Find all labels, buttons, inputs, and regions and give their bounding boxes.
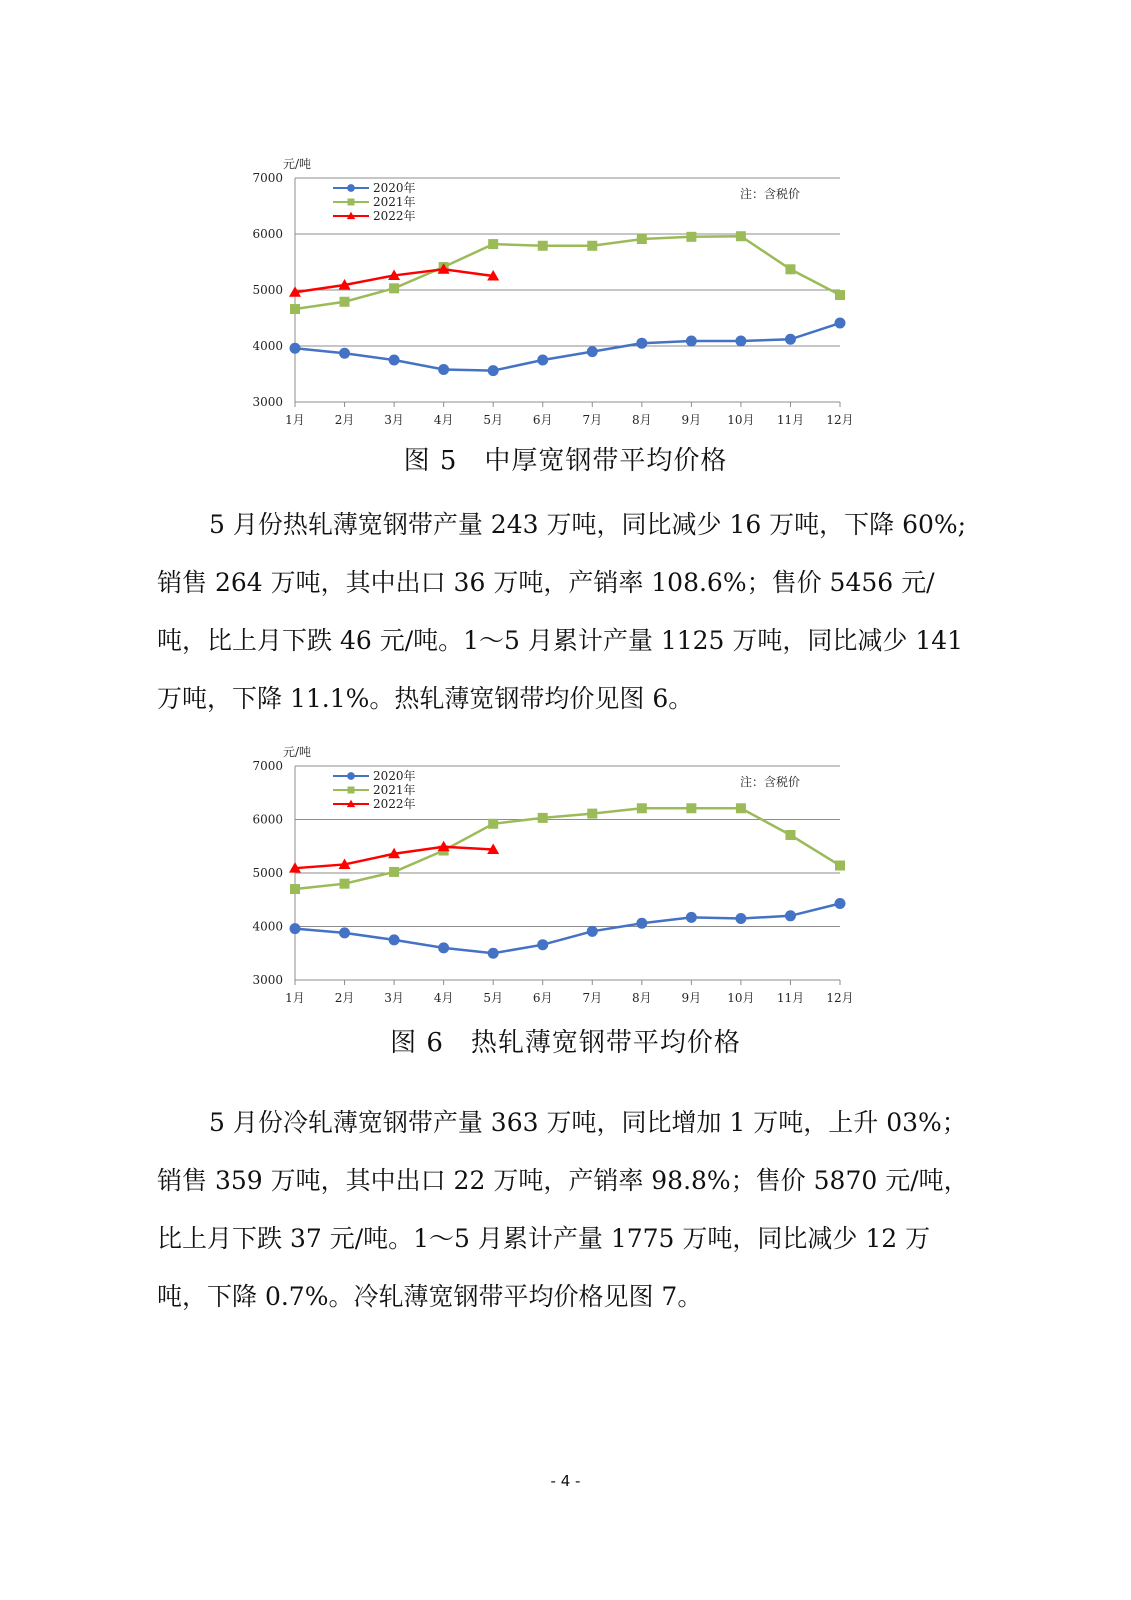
legend-marker <box>348 787 355 794</box>
data-point <box>835 898 846 909</box>
data-point <box>438 364 449 375</box>
chart-note: 注：含税价 <box>739 775 800 789</box>
chart-figure-5 <box>240 150 860 440</box>
series-line-2021年 <box>295 236 840 309</box>
data-point <box>340 879 350 889</box>
data-point <box>339 927 350 938</box>
data-point <box>736 231 746 241</box>
y-tick-label: 7000 <box>252 171 283 185</box>
y-axis-label: 元/吨 <box>283 745 312 759</box>
x-tick-label: 12月 <box>826 991 854 1005</box>
data-point <box>538 241 548 251</box>
data-point <box>785 334 796 345</box>
x-tick-label: 8月 <box>631 413 652 427</box>
x-tick-label: 12月 <box>826 413 854 427</box>
legend-marker <box>348 199 355 206</box>
x-tick-label: 5月 <box>483 991 504 1005</box>
x-tick-label: 2月 <box>334 991 355 1005</box>
data-point <box>538 813 548 823</box>
data-point <box>686 803 696 813</box>
data-point <box>389 355 400 366</box>
data-point <box>735 913 746 924</box>
data-point <box>835 318 846 329</box>
data-point <box>488 948 499 959</box>
legend-label: 2021年 <box>373 783 416 797</box>
data-point <box>438 942 449 953</box>
x-tick-label: 6月 <box>532 413 553 427</box>
y-tick-label: 5000 <box>252 283 283 297</box>
x-tick-label: 6月 <box>532 991 553 1005</box>
data-point <box>835 290 845 300</box>
figure-5-caption: 图 5 中厚宽钢带平均价格 <box>403 446 728 476</box>
x-tick-label: 2月 <box>334 413 355 427</box>
page-number: - 4 - <box>550 1472 581 1490</box>
data-point <box>290 923 301 934</box>
data-point <box>637 234 647 244</box>
line-chart-6 <box>240 738 860 1018</box>
x-tick-label: 4月 <box>433 413 454 427</box>
data-point <box>488 819 498 829</box>
x-tick-label: 3月 <box>384 413 404 427</box>
data-point <box>340 297 350 307</box>
y-tick-label: 4000 <box>252 919 283 934</box>
y-tick-label: 3000 <box>252 395 283 409</box>
x-tick-label: 10月 <box>727 413 755 427</box>
figure-6-caption: 图 6 热轧薄宽钢带平均价格 <box>390 1028 741 1058</box>
data-point <box>290 884 300 894</box>
data-point <box>290 343 301 354</box>
data-point <box>587 809 597 819</box>
data-point <box>686 912 697 923</box>
data-point <box>835 861 845 871</box>
x-tick-label: 8月 <box>631 991 652 1005</box>
data-point <box>637 803 647 813</box>
data-point <box>537 355 548 366</box>
data-point <box>785 830 795 840</box>
y-tick-label: 3000 <box>252 973 283 987</box>
x-tick-label: 5月 <box>483 413 504 427</box>
data-point <box>389 934 400 945</box>
legend-label: 2021年 <box>373 195 416 209</box>
series-line-2020年 <box>295 323 840 371</box>
x-tick-label: 11月 <box>776 991 805 1005</box>
data-point <box>290 304 300 314</box>
paragraph-text: 5 月份冷轧薄宽钢带产量 363 万吨，同比增加 1 万吨，上升 03%；销售 359 万吨，其中出口 22 万吨，产销率 98.8%；售价 5870 元/吨，比上月下跌 37 元/吨。1～5 月累计产量 1775 万吨，同比减少 12 万吨，下降 0.7%。冷轧薄宽钢带平均价格见图 7。 <box>157 1108 969 1311</box>
x-tick-label: 7月 <box>582 413 603 427</box>
x-tick-label: 11月 <box>776 413 805 427</box>
x-tick-label: 4月 <box>433 991 454 1005</box>
y-tick-label: 5000 <box>252 866 283 880</box>
data-point <box>636 338 647 349</box>
legend-marker <box>347 184 355 192</box>
x-tick-label: 7月 <box>582 991 603 1005</box>
data-point <box>636 918 647 929</box>
data-point <box>488 365 499 376</box>
data-point <box>785 264 795 274</box>
data-point <box>736 803 746 813</box>
data-point <box>339 348 350 359</box>
y-tick-label: 6000 <box>252 227 283 241</box>
x-tick-label: 1月 <box>285 413 305 427</box>
data-point <box>686 232 696 242</box>
legend-label: 2022年 <box>373 209 416 223</box>
data-point <box>785 910 796 921</box>
chart-note: 注：含税价 <box>739 187 800 201</box>
paragraph-text: 5 月份热轧薄宽钢带产量 243 万吨，同比减少 16 万吨，下降 60%;销售 264 万吨，其中出口 36 万吨，产销率 108.6%；售价 5456 元/吨，比上月下跌 46 元/吨。1～5 月累计产量 1125 万吨，同比减少 141 万吨，下降 11.1%。热轧薄宽钢带均价见图 6。 <box>157 510 967 713</box>
legend-label: 2020年 <box>373 769 416 783</box>
series-line-2020年 <box>295 903 840 953</box>
legend-label: 2020年 <box>373 181 416 195</box>
y-tick-label: 4000 <box>252 339 283 353</box>
paragraph-hot-rolled <box>157 496 977 728</box>
x-tick-label: 1月 <box>285 991 305 1005</box>
y-tick-label: 6000 <box>252 812 283 827</box>
legend-marker <box>347 772 355 780</box>
x-tick-label: 3月 <box>384 991 404 1005</box>
data-point <box>389 283 399 293</box>
paragraph-cold-rolled <box>157 1094 977 1326</box>
series-line-2021年 <box>295 808 840 889</box>
x-tick-label: 10月 <box>727 991 755 1005</box>
line-chart-5 <box>240 150 860 440</box>
y-tick-label: 7000 <box>252 759 283 773</box>
data-point <box>389 867 399 877</box>
data-point <box>488 239 498 249</box>
legend-label: 2022年 <box>373 797 416 811</box>
data-point <box>587 346 598 357</box>
y-axis-label: 元/吨 <box>283 157 312 171</box>
data-point <box>587 241 597 251</box>
x-tick-label: 9月 <box>681 413 702 427</box>
data-point <box>587 926 598 937</box>
data-point <box>537 939 548 950</box>
data-point <box>735 335 746 346</box>
data-point <box>686 335 697 346</box>
x-tick-label: 9月 <box>681 991 702 1005</box>
chart-figure-6 <box>240 738 860 1018</box>
